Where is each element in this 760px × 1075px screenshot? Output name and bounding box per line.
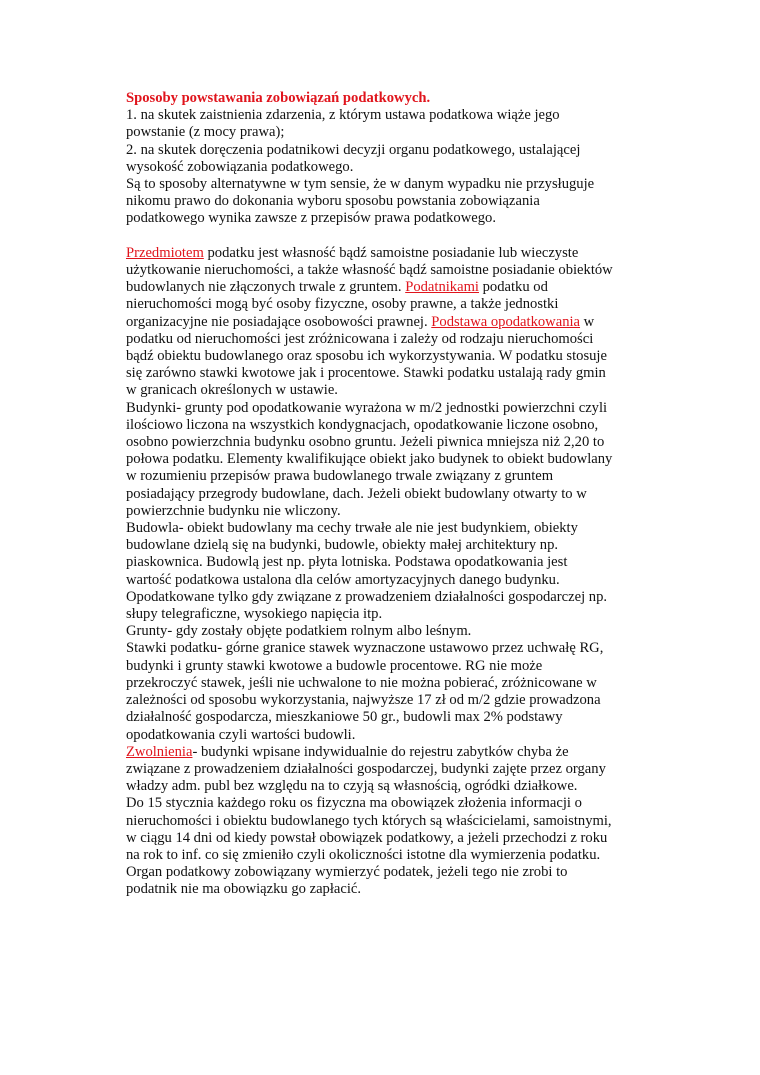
text-line: nieruchomości mogą być osoby fizyczne, osoby prawne, a także jednostki [126, 296, 559, 313]
text-line: w ciągu 14 dni od kiedy powstał obowiązek podatkowy, a jeżeli przechodzi z roku [126, 829, 608, 846]
text-line [126, 279, 646, 296]
text-line: Stawki podatku- górne granice stawek wyznaczone ustawowo przez uchwałę RG, [126, 640, 604, 657]
text-line: powstanie (z mocy prawa); [126, 124, 285, 141]
text-line: wysokość zobowiązania podatkowego. [126, 158, 354, 175]
text-line: bądź obiektu budowlanego oraz sposobu ich wykorzystywania. W podatku stosuje [126, 348, 607, 365]
text-line: związane z prowadzeniem działalności gospodarczej, budynki zajęte przez organy [126, 760, 606, 777]
term-przedmiotem: Przedmiotem [126, 244, 204, 261]
text-line: posiadający przegrody budowlane, dach. Jeżeli obiekt budowlany otwarty to w [126, 485, 587, 502]
text-line [126, 314, 646, 331]
text-line: Budowla- obiekt budowlany ma cechy trwałe ale nie jest budynkiem, obiekty [126, 520, 578, 537]
text-line: Grunty- gdy zostały objęte podatkiem rolnym albo leśnym. [126, 623, 472, 640]
term-podstawa-opodatkowania: Podstawa opodatkowania [431, 313, 581, 330]
text-line: nieruchomości i obiektu budowlanego tych których są właścicielami, samoistnymi, [126, 812, 612, 829]
text-line: zależności od sposobu wykorzystania, najwyższe 17 zł od m/2 gdzie prowadzona [126, 692, 601, 709]
text-line: Są to sposoby alternatywne w tym sensie, że w danym wypadku nie przysługuje [126, 176, 595, 193]
text-line: podatnik nie ma obowiązku go zapłacić. [126, 881, 362, 898]
text-line [126, 744, 646, 761]
przedmiotem-paragraph [126, 245, 646, 744]
text-line: podatku od nieruchomości jest zróżnicowana i zależy od rodzaju nieruchomości [126, 330, 594, 347]
text-fragment: w [580, 313, 595, 330]
text-line: 1. na skutek zaistnienia zdarzenia, z którym ustawa podatkowa wiąże jego [126, 107, 560, 124]
term-zwolnienia: Zwolnienia [126, 743, 193, 760]
text-line: Do 15 stycznia każdego roku os fizyczna ma obowiązek złożenia informacji o [126, 795, 582, 812]
text-line: wartość podatkowa ustalona dla celów amortyzacyjnych danego budynku. [126, 571, 560, 588]
text-fragment: podatku od [478, 279, 548, 296]
text-line: się zarówno stawki kwotowe jak i procentowe. Stawki podatku ustalają rady gmin [126, 365, 606, 382]
text-line: 2. na skutek doręczenia podatnikowi decyzji organu podatkowego, ustalającej [126, 141, 581, 158]
text-fragment: organizacyjne nie posiadające osobowości prawnej. [126, 313, 432, 330]
text-fragment: - budynki wpisane indywidualnie do rejestru zabytków chyba że [192, 743, 569, 760]
text-line: połowa podatku. Elementy kwalifikujące obiekt jako budynek to obiekt budowlany [126, 451, 613, 468]
text-line: na rok to inf. co się zmieniło czyli okoliczności istotne dla wymierzenia podatku. [126, 846, 601, 863]
text-line: Organ podatkowy zobowiązany wymierzyć podatek, jeżeli tego nie zrobi to [126, 864, 568, 881]
text-line: piaskownica. Budowlą jest np. płyta lotniska. Podstawa opodatkowania jest [126, 554, 568, 571]
text-line: budynki i grunty stawki kwotowe a budowle procentowe. RG nie może [126, 657, 543, 674]
zwolnienia-paragraph [126, 744, 646, 899]
term-podatnikami: Podatnikami [405, 279, 479, 296]
text-line: w granicach określonych w ustawie. [126, 382, 338, 399]
text-line: Budynki- grunty pod opodatkowanie wyrażona w m/2 jednostki powierzchni czyli [126, 399, 608, 416]
text-line: budowlane dzielą się na budynki, budowle, obiekty małej architektury np. [126, 537, 559, 554]
text-fragment: budowlanych nie złączonych trwale z gruntem. [126, 279, 406, 296]
intro-paragraph [126, 107, 646, 227]
document-title: Sposoby powstawania zobowiązań podatkowych. [126, 90, 431, 106]
text-line: władzy adm. publ bez względu na to czyją są własnością, ogródki działkowe. [126, 778, 578, 795]
text-line: słupy telegraficzne, wysokiego napięcia itp. [126, 606, 383, 623]
document-page [126, 90, 646, 899]
paragraph-gap [126, 228, 646, 245]
text-line: osobno powierzchnia budynku osobno gruntu. Jeżeli piwnica mniejsza niż 2,20 to [126, 434, 605, 451]
text-line: podatkowego wynika zawsze z przepisów prawa podatkowego. [126, 210, 496, 227]
text-line [126, 245, 646, 262]
text-line: opodatkowania czyli wartości budowli. [126, 726, 356, 743]
text-line: w rozumieniu przepisów prawa budowlanego trwale związany z gruntem [126, 468, 554, 485]
text-line: działalność gospodarcza, mieszkaniowe 50 gr., budowli max 2% podstawy [126, 709, 563, 726]
text-line: nikomu prawo do dokonania wyboru sposobu powstania zobowiązania [126, 193, 540, 210]
text-fragment: podatku jest własność bądź samoistne posiadanie lub wieczyste [203, 244, 579, 261]
text-line: użytkowanie nieruchomości, a także własność bądź samoistne posiadanie obiektów [126, 262, 613, 279]
text-line: ilościowo liczona na wszystkich kondygnacjach, opodatkowanie liczone osobno, [126, 416, 599, 433]
body-lines [126, 331, 646, 744]
text-line: powierzchnie budynku nie wliczony. [126, 502, 341, 519]
text-line: przekroczyć stawek, jeśli nie uchwalone to nie można pobierać, zróżnicowane w [126, 674, 597, 691]
text-line: Opodatkowane tylko gdy związane z prowadzeniem działalności gospodarczej np. [126, 588, 608, 605]
body-lines [126, 761, 646, 899]
